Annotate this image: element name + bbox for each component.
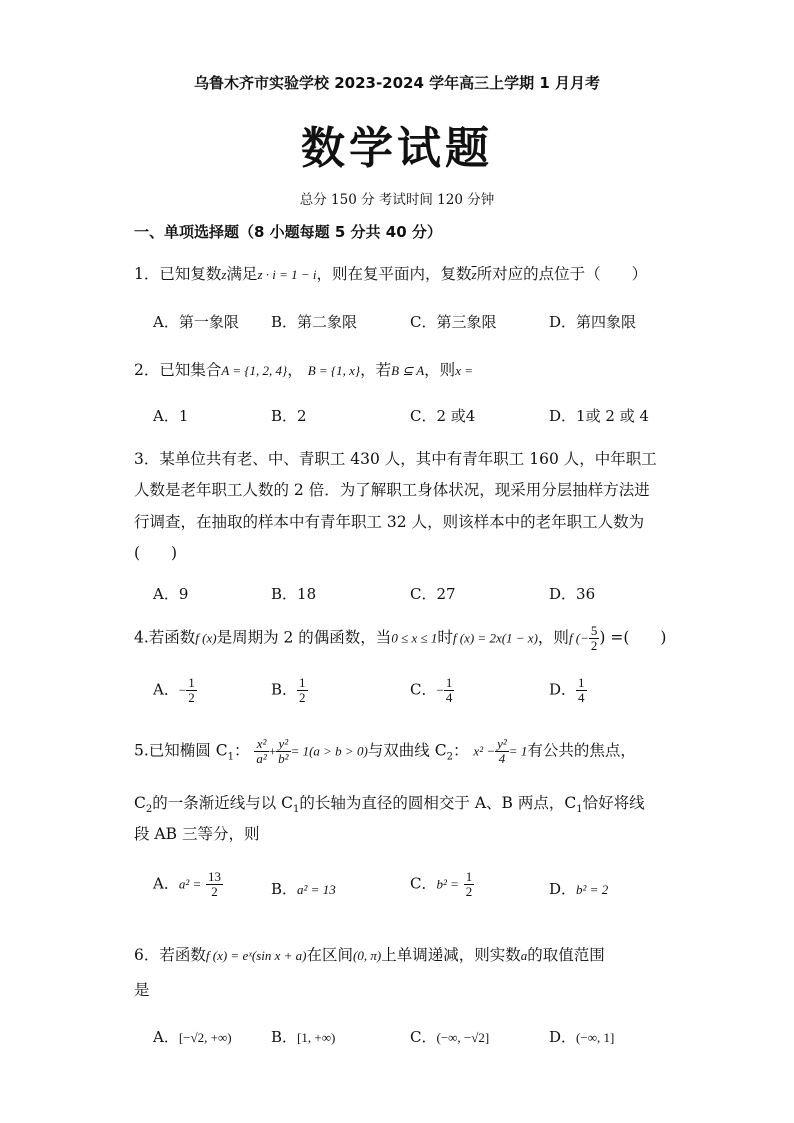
question-3-line-3: 行调查，在抽取的样本中有青年职工 32 人，则该样本中的老年职工人数为: [134, 513, 645, 531]
q3-option-c: C．27: [410, 585, 456, 603]
question-6-line-1: 6．若函数f (x) = eˣ(sin x + a)在区间(0, π)上单调递减，则实数a的取值范围: [134, 946, 605, 964]
q4-option-c: C．− $\frac{1}{4}$: [410, 675, 453, 705]
q5-option-a: A．a² = $\frac{13}{2}$: [153, 869, 222, 899]
q5-hyperbola-term: $\frac{\text{y²}}{4}$: [497, 736, 507, 766]
section-heading: 一、单项选择题（8 小题每题 5 分共 40 分）: [134, 223, 442, 241]
q5-option-c: C．b² = $\frac{1}{2}$: [410, 869, 473, 899]
page-title: 数学试题: [301, 123, 493, 174]
school-header: 乌鲁木齐市实验学校 2023-2024 学年高三上学期 1 月月考: [193, 74, 601, 92]
q1-equation: z · i = 1 − i: [257, 267, 317, 282]
q5-option-d: D．b² = 2: [549, 880, 609, 898]
q1-option-c: C．第三象限: [410, 313, 497, 331]
q4-fraction: $\frac{5}{2}$: [590, 623, 598, 653]
q4-option-d: D． $\frac{1}{4}$: [549, 675, 585, 705]
q2-option-c: C．2 或4: [410, 407, 476, 425]
q2-option-d: D．1或 2 或 4: [549, 407, 649, 425]
exam-info: 总分 150 分 考试时间 120 分钟: [299, 192, 495, 208]
q4-option-b: B． $\frac{1}{2}$: [271, 675, 306, 705]
q1-option-a: A．第一象限: [153, 313, 239, 331]
q3-option-b: B．18: [271, 585, 317, 603]
q5-ellipse-x-term: $\frac{\text{x²}}{\text{a²}}$: [256, 736, 267, 766]
question-3-line-1: 3．某单位共有老、中、青职工 430 人，其中有青年职工 160 人，中年职工: [134, 450, 657, 468]
question-1: 1．已知复数z满足z · i = 1 − i，则在复平面内，复数$\overline{z}$所对应的点位于（ ）: [134, 265, 648, 283]
q6-option-a: A．[−√2, +∞): [153, 1028, 232, 1046]
q1-conjugate: $\overline{z}$: [471, 267, 477, 282]
question-5-line-2: $C_2$的一条渐近线与以 $C_1$的长轴为直径的圆相交于 A、B 两点，$C_1$恰好将线: [134, 794, 645, 816]
question-3-line-2: 人数是老年职工人数的 2 倍．为了解职工身体状况，现采用分层抽样方法进: [134, 481, 650, 499]
q3-option-d: D．36: [549, 585, 596, 603]
q3-option-a: A．9: [153, 585, 189, 603]
q6-option-c: C．(−∞, −√2]: [410, 1028, 490, 1046]
q1-option-b: B．第二象限: [271, 313, 358, 331]
q2-option-b: B．2: [271, 407, 307, 425]
q2-option-a: A．1: [153, 407, 189, 425]
q5-option-b: B．a² = 13: [271, 880, 336, 898]
q1-option-d: D．第四象限: [549, 313, 637, 331]
question-5-line-1: 5.已知椭圆 $C_1$： $\frac{\text{x²}}{\text{a²}}$ + $\frac{\text{y²}}{\text{b²}}$ = 1(a > b > 0)与双曲线 $C_2$： x² − $\frac{\text{y²}}{4}$ = 1有公共的焦点，: [134, 736, 636, 766]
q6-option-d: D．(−∞, 1]: [549, 1028, 615, 1046]
q4-option-a: A．− $\frac{1}{2}$: [153, 675, 195, 705]
question-4: 4.若函数f (x)是周期为 2 的偶函数，当0 ≤ x ≤ 1时f (x) = 2x(1 − x)，则f (− $\frac{5}{2}$ ) =( ): [134, 623, 667, 653]
question-2: 2．已知集合A = {1, 2, 4}， B = {1, x}，若B ⊆ A，则x =: [134, 361, 473, 379]
question-5-line-3: 段 AB 三等分，则: [134, 825, 260, 843]
question-3-line-4: ( ): [134, 544, 178, 562]
q5-ellipse-y-term: $\frac{\text{y²}}{\text{b²}}$: [278, 736, 289, 766]
question-6-line-2: 是: [134, 981, 150, 999]
q6-option-b: B．[1, +∞): [271, 1028, 336, 1046]
